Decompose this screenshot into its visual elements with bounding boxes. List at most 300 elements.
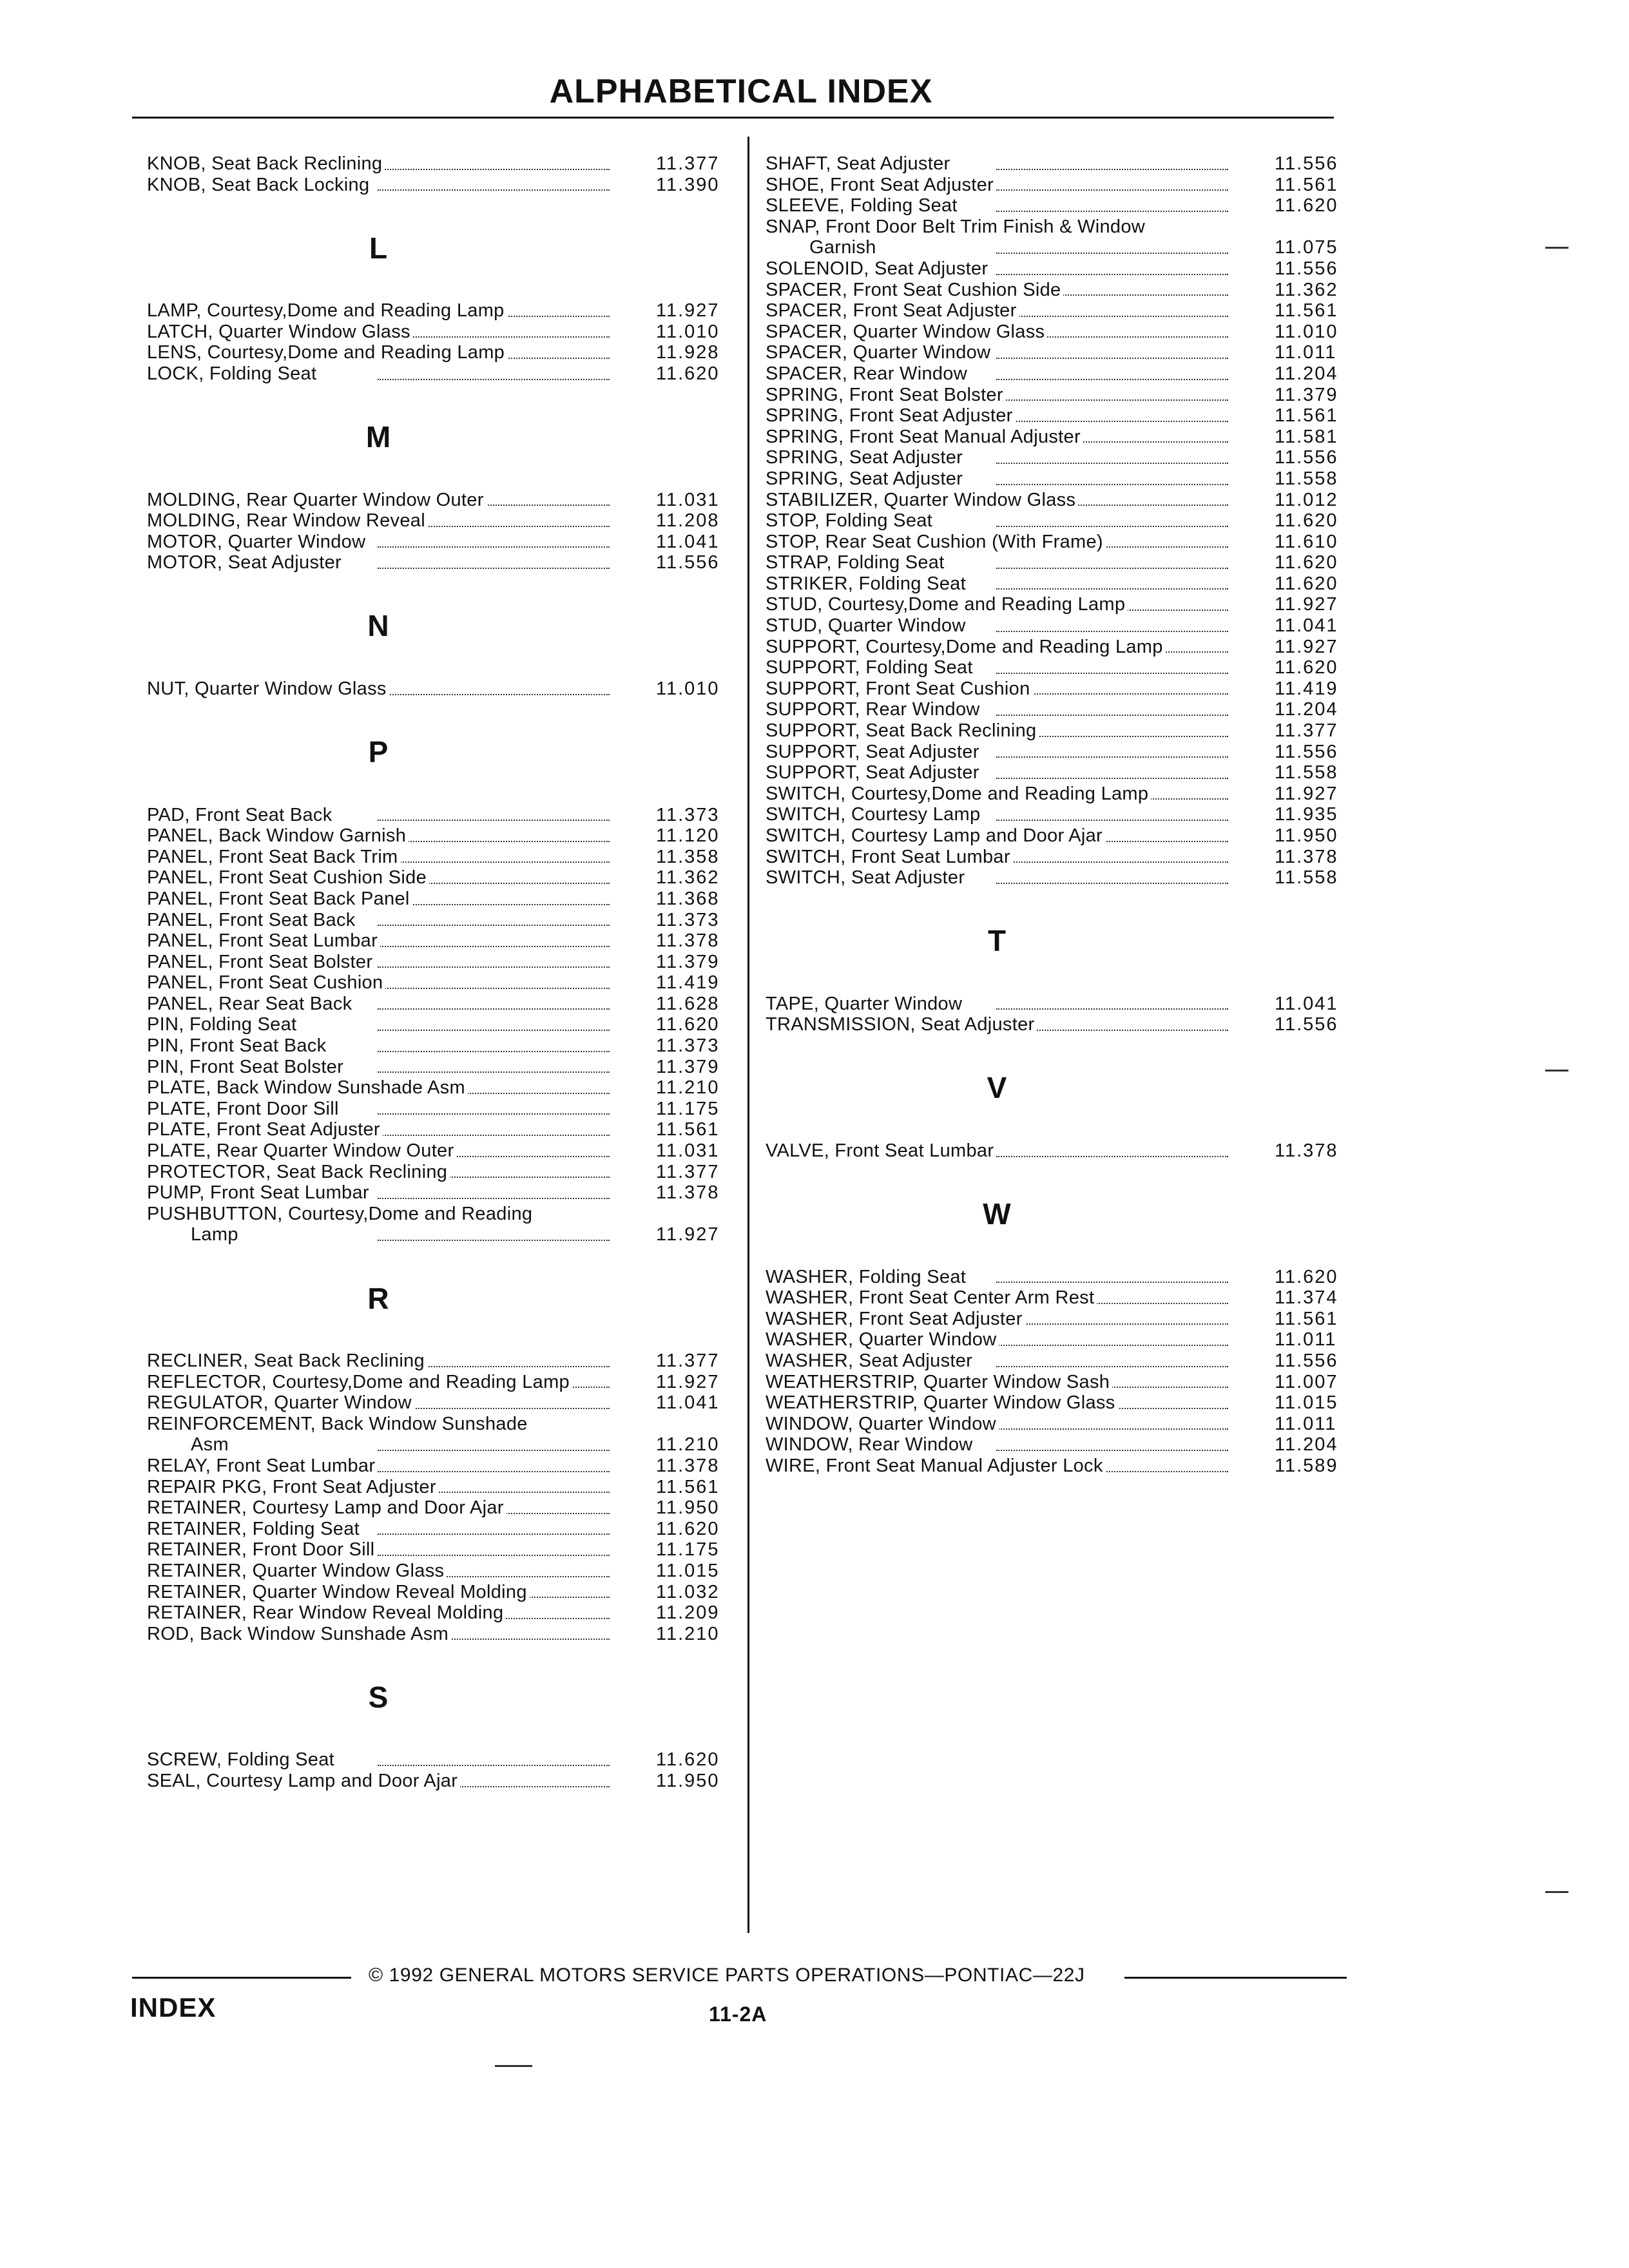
index-entry	[147, 1497, 753, 1519]
dot-leader	[996, 1282, 1228, 1283]
entry-page-ref: 11.556	[1275, 447, 1338, 468]
entry-page-ref: 11.075	[1275, 237, 1338, 258]
entry-page-ref: 11.011	[1275, 342, 1337, 363]
index-entry	[766, 825, 1371, 847]
entry-page-ref: 11.556	[1275, 741, 1338, 762]
entry-page-ref: 11.390	[656, 174, 720, 195]
index-entry	[147, 1077, 753, 1099]
dot-leader	[378, 1051, 610, 1052]
dot-leader	[378, 379, 610, 380]
entry-page-ref: 11.379	[656, 1056, 720, 1077]
index-entry	[147, 1561, 753, 1582]
entry-page-ref: 11.379	[656, 951, 720, 972]
entry-label: STUD, Quarter Window	[766, 615, 969, 636]
index-entry	[766, 1456, 1371, 1477]
entry-label: RETAINER, Front Door Sill	[147, 1539, 377, 1560]
entry-page-ref: 11.561	[1275, 300, 1338, 322]
entry-label: RETAINER, Quarter Window Glass	[147, 1561, 447, 1581]
entry-page-ref: 11.950	[656, 1497, 720, 1519]
entry-label: MOLDING, Rear Quarter Window Outer	[147, 490, 487, 510]
entry-label: SUPPORT, Seat Back Reclining	[766, 720, 1039, 741]
index-entry	[766, 195, 1371, 216]
page-title: ALPHABETICAL INDEX	[549, 73, 933, 110]
section-letter: T	[987, 924, 1007, 958]
index-entry	[766, 657, 1371, 678]
entry-label: Garnish	[766, 237, 879, 258]
index-entry	[766, 1414, 1371, 1435]
dot-leader	[378, 568, 610, 569]
index-entry	[147, 994, 753, 1015]
dot-leader	[996, 211, 1228, 212]
footer-page-number: 11-2A	[709, 2003, 767, 2026]
index-entry	[766, 510, 1371, 532]
entry-label: SPRING, Seat Adjuster	[766, 447, 965, 468]
index-entry	[147, 552, 753, 573]
entry-page-ref: 11.620	[1275, 573, 1338, 594]
entry-label: WASHER, Front Seat Adjuster	[766, 1309, 1025, 1329]
section-letter: M	[365, 420, 391, 454]
entry-label: PANEL, Front Seat Back Panel	[147, 889, 412, 909]
section-letter: R	[367, 1281, 389, 1315]
entry-label: PLATE, Rear Quarter Window Outer	[147, 1140, 456, 1161]
dot-leader	[996, 1345, 1228, 1346]
index-entry	[147, 1224, 753, 1245]
index-entry	[147, 1182, 753, 1204]
index-entry	[766, 615, 1371, 637]
title-rule	[132, 117, 1334, 119]
index-entry	[147, 1350, 753, 1372]
entry-page-ref: 11.620	[1275, 552, 1338, 573]
entry-page-ref: 11.558	[1275, 867, 1338, 889]
index-entry	[147, 1140, 753, 1162]
entry-page-ref: 11.012	[1275, 489, 1338, 510]
entry-page-ref: 11.928	[656, 342, 720, 363]
index-entry	[766, 405, 1371, 427]
entry-label: WASHER, Folding Seat	[766, 1267, 969, 1287]
dot-leader	[378, 1533, 610, 1535]
dot-leader	[378, 1072, 610, 1073]
dot-leader	[378, 1555, 610, 1556]
entry-label: LATCH, Quarter Window Glass	[147, 322, 413, 342]
index-entry	[766, 258, 1371, 280]
dot-leader	[378, 988, 610, 989]
entry-page-ref: 11.204	[1275, 699, 1338, 720]
index-entry	[766, 762, 1371, 783]
index-entry	[147, 1582, 753, 1603]
entry-label: SUPPORT, Folding Seat	[766, 657, 976, 678]
entry-page-ref: 11.628	[656, 993, 720, 1014]
index-entry	[147, 1519, 753, 1540]
index-entry	[766, 720, 1371, 742]
entry-page-ref: 11.210	[656, 1623, 720, 1644]
dot-leader	[996, 756, 1228, 758]
entry-page-ref: 11.950	[1275, 825, 1338, 846]
index-entry	[147, 1539, 753, 1561]
entry-label: WEATHERSTRIP, Quarter Window Sash	[766, 1372, 1112, 1392]
entry-page-ref: 11.015	[656, 1560, 720, 1581]
index-entry	[147, 930, 753, 952]
entry-label: PROTECTOR, Seat Back Reclining	[147, 1162, 450, 1182]
entry-page-ref: 11.620	[1275, 510, 1338, 532]
entry-label: PLATE, Back Window Sunshade Asm	[147, 1077, 468, 1098]
dot-leader	[996, 379, 1228, 380]
entry-label: WINDOW, Rear Window	[766, 1434, 976, 1455]
entry-page-ref: 11.556	[1275, 1350, 1338, 1371]
entry-page-ref: 11.362	[1275, 279, 1338, 300]
entry-page-ref: 11.010	[656, 321, 720, 342]
index-entry	[766, 1350, 1371, 1372]
dot-leader	[996, 1323, 1228, 1325]
entry-label: PIN, Front Seat Back	[147, 1035, 329, 1056]
index-entry	[766, 322, 1371, 343]
entry-label: SUPPORT, Seat Adjuster	[766, 762, 982, 783]
entry-label: VALVE, Front Seat Lumbar	[766, 1140, 996, 1161]
entry-page-ref: 11.950	[656, 1770, 720, 1791]
entry-page-ref: 11.561	[1275, 405, 1338, 427]
entry-page-ref: 11.377	[1275, 720, 1338, 742]
index-entry	[766, 1140, 1371, 1162]
footer-rule-right	[1124, 1977, 1347, 1979]
entry-page-ref: 11.556	[1275, 1014, 1338, 1035]
entry-label: SWITCH, Courtesy Lamp and Door Ajar	[766, 825, 1105, 846]
dot-leader	[996, 1428, 1228, 1430]
dot-leader	[996, 861, 1228, 863]
index-entry	[766, 678, 1371, 700]
index-entry	[147, 910, 753, 931]
entry-label: PANEL, Front Seat Back	[147, 910, 358, 930]
section-letter: V	[987, 1071, 1007, 1105]
index-column-left	[147, 153, 753, 1792]
index-entry	[766, 237, 1371, 258]
entry-label: WINDOW, Quarter Window	[766, 1414, 999, 1434]
entry-label: PANEL, Front Seat Lumbar	[147, 930, 380, 951]
index-entry	[147, 1057, 753, 1078]
entry-page-ref: 11.378	[656, 930, 720, 952]
margin-mark	[495, 2065, 532, 2067]
entry-label: SPRING, Front Seat Manual Adjuster	[766, 427, 1083, 447]
index-entry	[147, 972, 753, 994]
index-entry	[766, 699, 1371, 720]
entry-page-ref: 11.927	[656, 1224, 720, 1245]
index-column-right	[766, 153, 1371, 1477]
entry-page-ref: 11.015	[1275, 1392, 1338, 1414]
entry-label: REGULATOR, Quarter Window	[147, 1392, 414, 1413]
entry-label: WASHER, Seat Adjuster	[766, 1350, 975, 1371]
entry-page-ref: 11.031	[656, 489, 720, 510]
dot-leader	[996, 820, 1228, 821]
entry-label: PANEL, Front Seat Cushion Side	[147, 867, 429, 888]
dot-leader	[378, 1135, 610, 1136]
dot-leader	[996, 631, 1228, 632]
index-entry	[766, 552, 1371, 573]
entry-page-ref: 11.620	[656, 1518, 720, 1539]
entry-page-ref: 11.561	[1275, 174, 1338, 195]
entry-label: PUSHBUTTON, Courtesy,Dome and Reading	[147, 1204, 535, 1224]
entry-label: Lamp	[147, 1224, 241, 1245]
entry-page-ref: 11.581	[1275, 426, 1338, 447]
entry-page-ref: 11.378	[1275, 1140, 1338, 1161]
entry-page-ref: 11.620	[656, 1749, 720, 1771]
index-entry	[766, 490, 1371, 511]
entry-label: STRAP, Folding Seat	[766, 552, 947, 573]
index-entry	[147, 1014, 753, 1035]
entry-page-ref: 11.935	[1275, 804, 1338, 825]
entry-page-ref: 11.377	[656, 1161, 720, 1182]
index-entry	[766, 342, 1371, 363]
entry-page-ref: 11.561	[1275, 1308, 1338, 1329]
entry-label: SPRING, Front Seat Bolster	[766, 385, 1006, 405]
entry-label: SPACER, Rear Window	[766, 363, 970, 384]
index-entry	[147, 847, 753, 868]
entry-page-ref: 11.010	[656, 678, 720, 699]
section-letter: W	[983, 1197, 1011, 1231]
entry-page-ref: 11.561	[656, 1119, 720, 1140]
dot-leader	[378, 966, 610, 968]
dot-leader	[378, 1113, 610, 1115]
dot-leader	[996, 484, 1228, 485]
entry-page-ref: 11.032	[656, 1581, 720, 1602]
entry-page-ref: 11.031	[656, 1140, 720, 1162]
index-entry	[147, 1162, 753, 1183]
dot-leader	[996, 358, 1228, 359]
index-entry	[766, 742, 1371, 763]
dot-leader	[378, 189, 610, 191]
entry-label: LAMP, Courtesy,Dome and Reading Lamp	[147, 300, 507, 321]
dot-leader	[378, 904, 610, 905]
entry-label: WIRE, Front Seat Manual Adjuster Lock	[766, 1456, 1106, 1476]
index-entry	[766, 783, 1371, 805]
entry-label: SHAFT, Seat Adjuster	[766, 153, 952, 174]
dot-leader	[996, 568, 1228, 569]
dot-leader	[996, 1366, 1228, 1367]
entry-page-ref: 11.011	[1275, 1413, 1337, 1434]
entry-page-ref: 11.610	[1275, 531, 1338, 552]
entry-page-ref: 11.377	[656, 153, 720, 174]
dot-leader	[996, 673, 1228, 674]
entry-page-ref: 11.175	[656, 1098, 720, 1119]
index-entry	[766, 847, 1371, 868]
entry-label: Asm	[147, 1434, 231, 1455]
entry-page-ref: 11.373	[656, 909, 720, 930]
index-entry	[766, 1434, 1371, 1456]
entry-page-ref: 11.927	[656, 300, 720, 322]
index-entry	[147, 1624, 753, 1645]
index-entry	[147, 1434, 753, 1456]
dot-leader	[378, 1030, 610, 1031]
entry-page-ref: 11.210	[656, 1077, 720, 1099]
entry-page-ref: 11.210	[656, 1434, 720, 1456]
entry-page-ref: 11.358	[656, 846, 720, 867]
entry-label: SWITCH, Front Seat Lumbar	[766, 847, 1013, 867]
entry-page-ref: 11.620	[1275, 1266, 1338, 1287]
dot-leader	[996, 399, 1228, 401]
entry-label: SPACER, Front Seat Cushion Side	[766, 280, 1063, 300]
entry-label: ROD, Back Window Sunshade Asm	[147, 1624, 451, 1644]
entry-label: REINFORCEMENT, Back Window Sunshade	[147, 1414, 530, 1434]
index-entry	[147, 889, 753, 910]
entry-label: PANEL, Front Seat Cushion	[147, 972, 385, 993]
entry-page-ref: 11.041	[1275, 993, 1338, 1014]
entry-page-ref: 11.204	[1275, 1434, 1338, 1456]
dot-leader	[378, 861, 610, 863]
entry-page-ref: 11.620	[1275, 195, 1338, 216]
index-entry	[147, 825, 753, 847]
entry-label: SHOE, Front Seat Adjuster	[766, 175, 996, 195]
index-entry	[766, 468, 1371, 490]
index-entry	[147, 175, 753, 196]
entry-page-ref: 11.175	[656, 1539, 720, 1561]
index-entry	[147, 1035, 753, 1057]
dot-leader	[378, 1471, 610, 1472]
dot-leader	[996, 1156, 1228, 1157]
dot-leader	[996, 526, 1228, 527]
entry-page-ref: 11.378	[656, 1455, 720, 1476]
index-entry	[766, 175, 1371, 196]
index-entry	[147, 1602, 753, 1624]
entry-label: SCREW, Folding Seat	[147, 1749, 337, 1770]
index-entry	[766, 385, 1371, 406]
entry-label: SPACER, Quarter Window Glass	[766, 322, 1047, 342]
entry-page-ref: 11.007	[1275, 1371, 1338, 1392]
entry-label: PANEL, Front Seat Bolster	[147, 952, 375, 972]
entry-label: SWITCH, Courtesy Lamp	[766, 804, 983, 825]
entry-label: STRIKER, Folding Seat	[766, 573, 969, 594]
entry-label: SPACER, Quarter Window	[766, 342, 993, 363]
entry-page-ref: 11.419	[1275, 678, 1338, 699]
entry-label: TAPE, Quarter Window	[766, 994, 965, 1014]
margin-mark	[1545, 1070, 1568, 1072]
entry-label: SUPPORT, Front Seat Cushion	[766, 678, 1033, 699]
entry-page-ref: 11.010	[1275, 321, 1338, 342]
index-entry	[147, 1477, 753, 1498]
entry-label: SLEEVE, Folding Seat	[766, 195, 960, 216]
index-entry	[147, 153, 753, 175]
dot-leader	[378, 1198, 610, 1199]
index-entry	[147, 1392, 753, 1414]
column-divider	[747, 137, 749, 1933]
entry-label: REFLECTOR, Courtesy,Dome and Reading Lamp	[147, 1372, 572, 1392]
entry-label: PANEL, Rear Seat Back	[147, 994, 354, 1014]
entry-label: TRANSMISSION, Seat Adjuster	[766, 1014, 1037, 1035]
dot-leader	[378, 546, 610, 548]
dot-leader	[996, 189, 1228, 191]
index-entry	[766, 427, 1371, 448]
dot-leader	[996, 316, 1228, 317]
entry-page-ref: 11.368	[656, 888, 720, 909]
entry-label: SUPPORT, Courtesy,Dome and Reading Lamp	[766, 637, 1166, 657]
index-entry	[147, 867, 753, 889]
entry-label: MOTOR, Quarter Window	[147, 532, 368, 552]
entry-page-ref: 11.378	[656, 1182, 720, 1204]
entry-page-ref: 11.209	[656, 1602, 720, 1624]
dot-leader	[378, 1240, 610, 1241]
index-entry	[766, 363, 1371, 385]
entry-label: RETAINER, Rear Window Reveal Molding	[147, 1602, 506, 1623]
entry-page-ref: 11.927	[1275, 783, 1338, 804]
entry-label: STOP, Rear Seat Cushion (With Frame)	[766, 532, 1106, 552]
entry-page-ref: 11.927	[1275, 594, 1338, 615]
entry-label: SWITCH, Seat Adjuster	[766, 867, 967, 888]
entry-page-ref: 11.377	[656, 1350, 720, 1371]
index-entry	[147, 342, 753, 363]
index-entry	[766, 1287, 1371, 1309]
entry-label: RECLINER, Seat Back Reclining	[147, 1350, 427, 1371]
index-entry	[147, 1099, 753, 1120]
entry-label: PUMP, Front Seat Lumbar	[147, 1182, 372, 1203]
entry-label: STABILIZER, Quarter Window Glass	[766, 490, 1078, 510]
dot-leader	[996, 1008, 1228, 1010]
index-entry	[766, 1372, 1371, 1393]
entry-page-ref: 11.011	[1275, 1329, 1337, 1350]
index-entry	[766, 867, 1371, 889]
index-entry	[766, 1329, 1371, 1350]
entry-label: SPRING, Seat Adjuster	[766, 468, 965, 489]
dot-leader	[378, 1008, 610, 1010]
entry-label: PANEL, Front Seat Back Trim	[147, 847, 401, 867]
index-entry	[147, 1204, 753, 1225]
entry-page-ref: 11.556	[1275, 153, 1338, 174]
dot-leader	[378, 841, 610, 842]
entry-label: PIN, Front Seat Bolster	[147, 1057, 346, 1077]
dot-leader	[378, 1450, 610, 1451]
dot-leader	[996, 253, 1228, 254]
index-entry	[766, 216, 1371, 238]
index-entry	[766, 153, 1371, 175]
entry-label: KNOB, Seat Back Reclining	[147, 153, 385, 174]
index-entry	[766, 1267, 1371, 1288]
entry-label: STOP, Folding Seat	[766, 510, 935, 531]
dot-leader	[996, 778, 1228, 779]
entry-label: NUT, Quarter Window Glass	[147, 678, 389, 699]
index-entry	[147, 322, 753, 343]
entry-page-ref: 11.620	[656, 363, 720, 384]
entry-page-ref: 11.373	[656, 1035, 720, 1057]
entry-label: PAD, Front Seat Back	[147, 805, 335, 825]
index-entry	[147, 678, 753, 700]
index-entry	[766, 300, 1371, 322]
dot-leader	[996, 421, 1228, 422]
entry-label: PLATE, Front Door Sill	[147, 1099, 342, 1119]
dot-leader	[378, 1765, 610, 1766]
dot-leader	[378, 694, 610, 695]
index-entry	[766, 532, 1371, 553]
entry-page-ref: 11.041	[656, 531, 720, 552]
entry-label: MOTOR, Seat Adjuster	[147, 552, 344, 573]
entry-page-ref: 11.204	[1275, 363, 1338, 384]
dot-leader	[996, 274, 1228, 275]
entry-page-ref: 11.561	[656, 1476, 720, 1497]
entry-page-ref: 11.558	[1275, 468, 1338, 489]
index-entry	[147, 1456, 753, 1477]
index-entry	[147, 363, 753, 385]
index-entry	[147, 1771, 753, 1792]
entry-page-ref: 11.374	[1275, 1287, 1338, 1309]
entry-page-ref: 11.927	[656, 1371, 720, 1392]
entry-label: SUPPORT, Rear Window	[766, 699, 983, 720]
entry-page-ref: 11.620	[656, 1014, 720, 1035]
index-entry	[766, 1014, 1371, 1035]
footer-section-label: INDEX	[130, 1992, 217, 2023]
footer-copyright: © 1992 GENERAL MOTORS SERVICE PARTS OPERATIONS—PONTIAC—22J	[369, 1965, 1085, 1986]
margin-mark	[1545, 1891, 1568, 1893]
footer-rule-left	[132, 1977, 351, 1979]
index-entry	[766, 280, 1371, 301]
entry-page-ref: 11.620	[1275, 657, 1338, 678]
index-entry	[766, 804, 1371, 825]
entry-page-ref: 11.041	[656, 1392, 720, 1414]
section-letter: N	[367, 609, 389, 643]
index-entry	[766, 573, 1371, 595]
